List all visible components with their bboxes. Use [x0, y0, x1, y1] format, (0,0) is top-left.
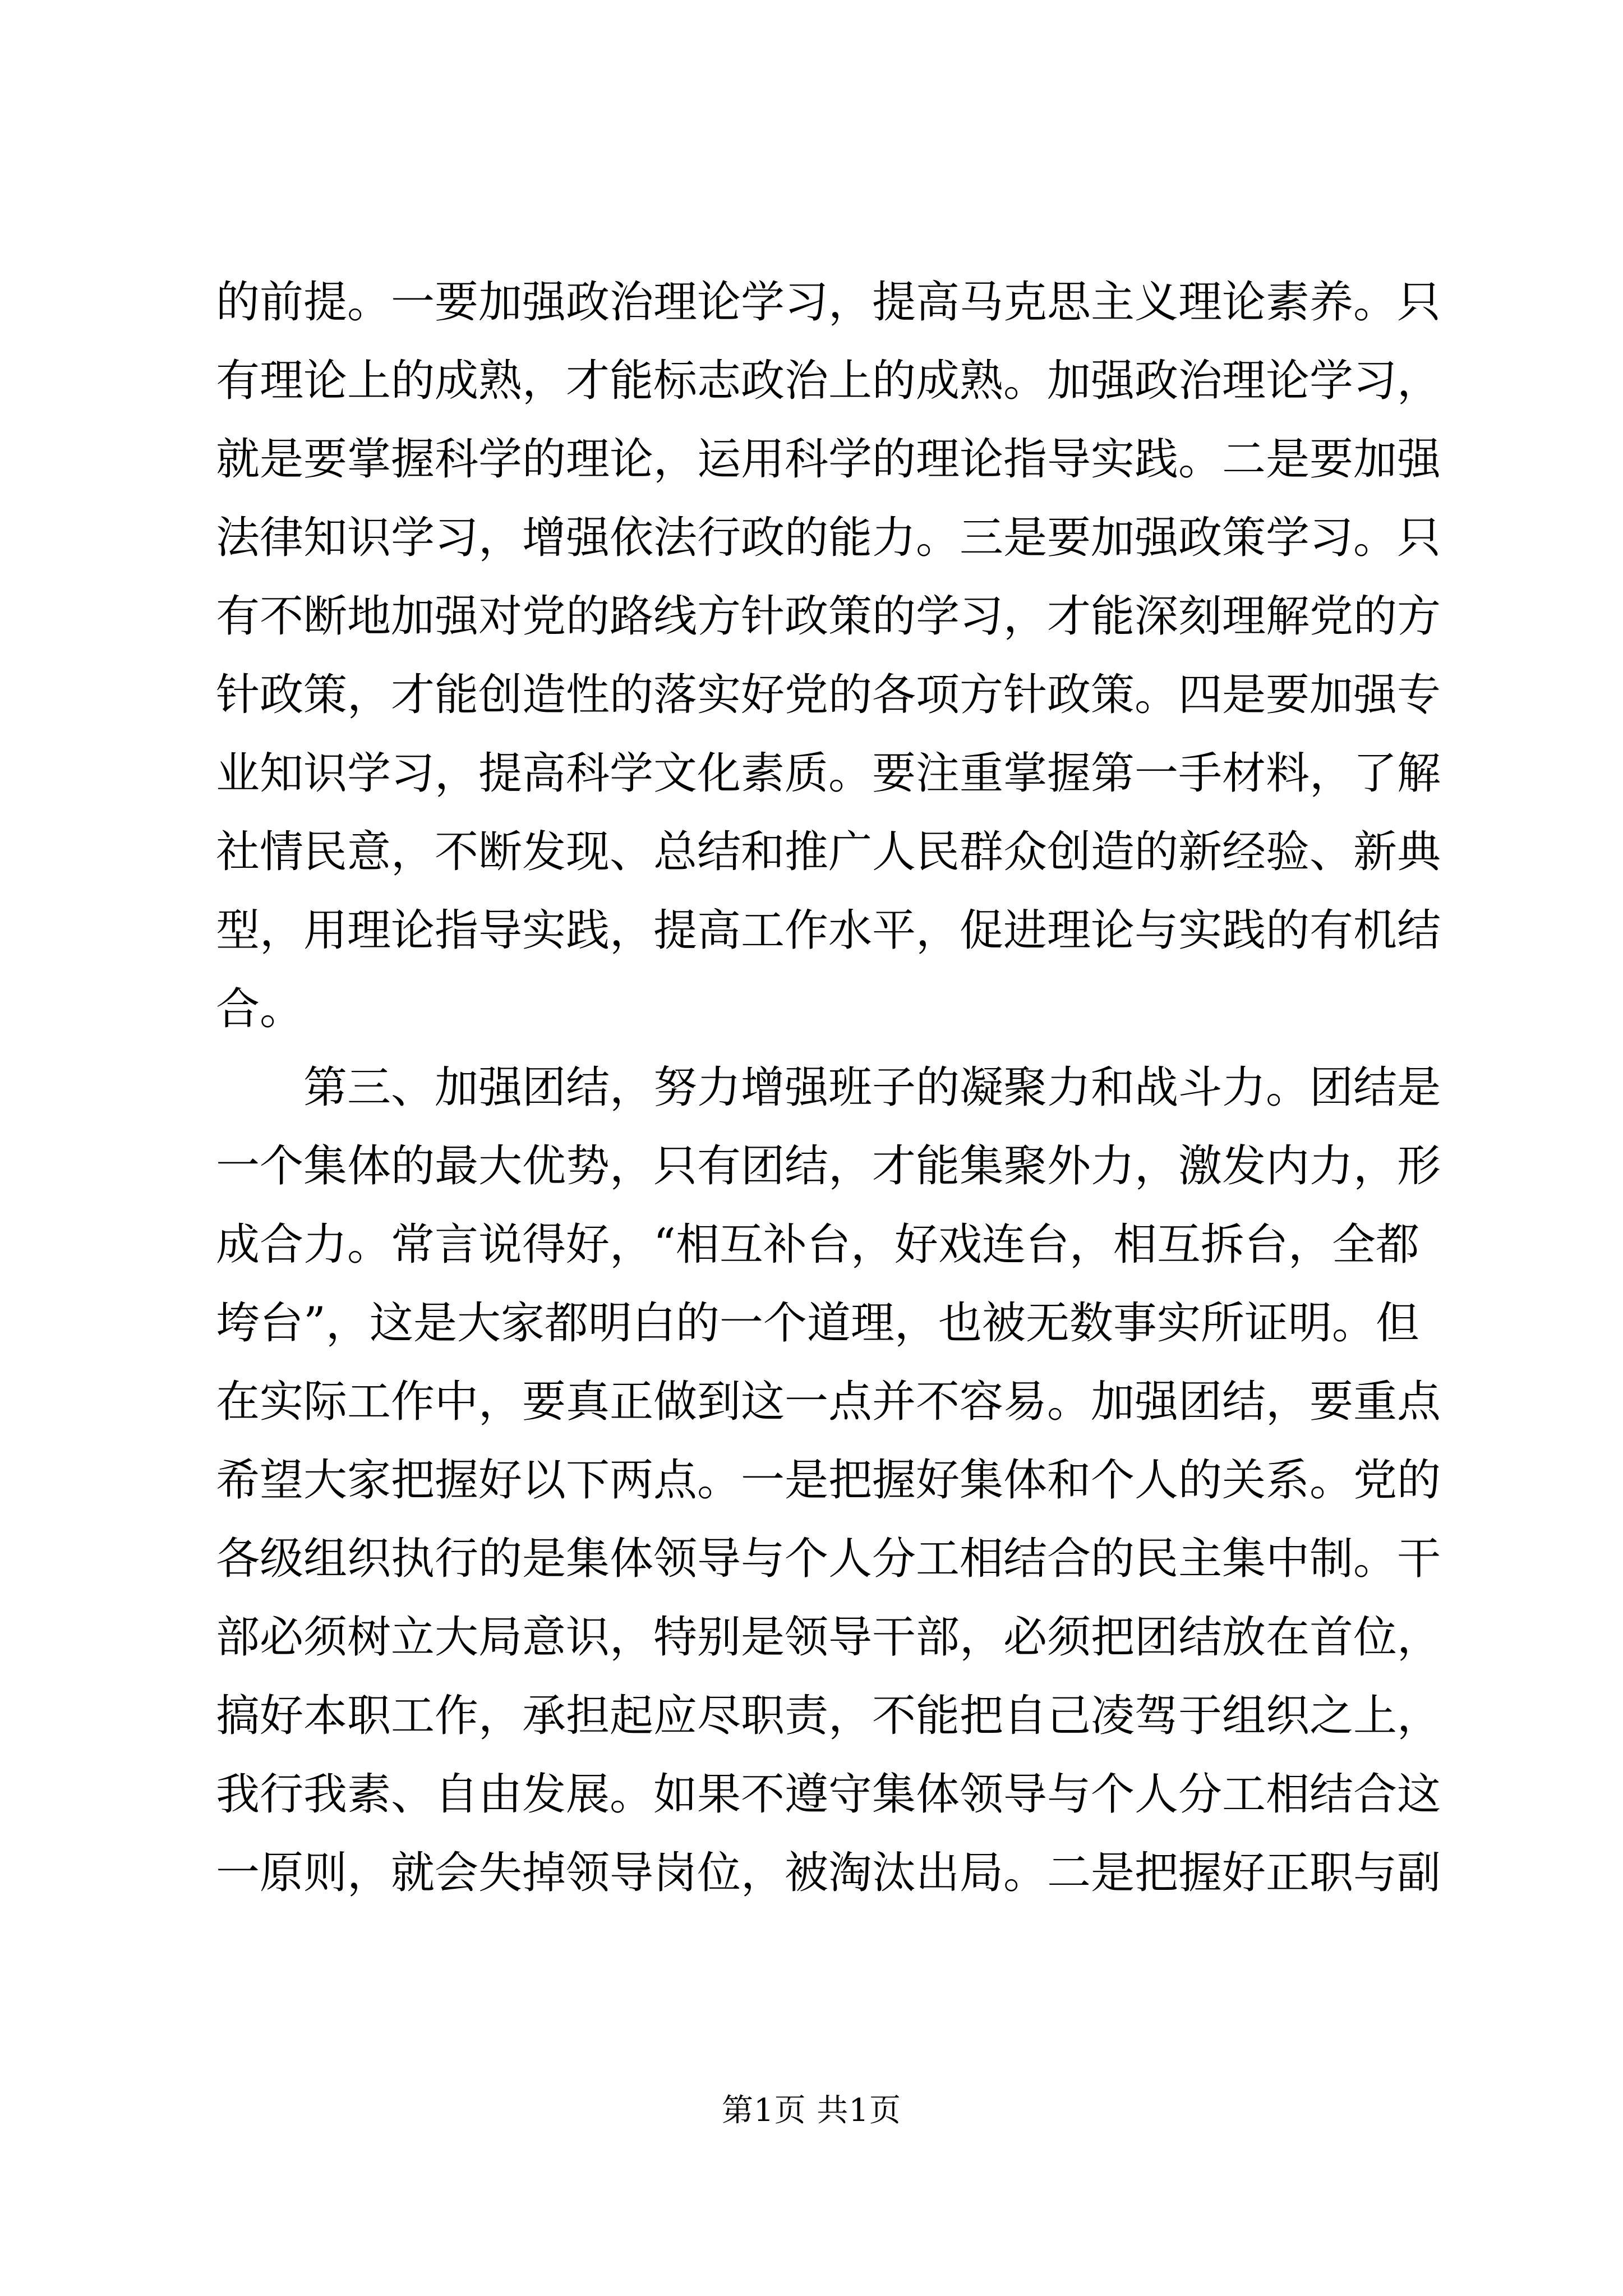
page-footer: 第1页 共1页: [721, 2092, 902, 2129]
text-line: 一个集体的最大优势，只有团结，才能集聚外力，激发内力，形: [216, 1141, 1441, 1191]
text-line: 部必须树立大局意识，特别是领导干部，必须把团结放在首位，: [216, 1612, 1441, 1663]
text-line: 一原则，就会失掉领导岗位，被淘汰出局。二是把握好正职与副: [216, 1848, 1441, 1898]
text-line: 成合力。常言说得好，“相互补台，好戏连台，相互拆台，全都: [216, 1220, 1419, 1270]
text-line: 搞好本职工作，承担起应尽职责，不能把自己凌驾于组织之上，: [216, 1691, 1441, 1741]
text-line: 法律知识学习，增强依法行政的能力。三是要加强政策学习。只: [216, 513, 1441, 563]
text-line: 各级组织执行的是集体领导与个人分工相结合的民主集中制。干: [216, 1534, 1441, 1584]
text-line: 我行我素、自由发展。如果不遵守集体领导与个人分工相结合这: [216, 1769, 1441, 1820]
text-line: 型，用理论指导实践，提高工作水平，促进理论与实践的有机结: [216, 905, 1441, 956]
text-line: 有不断地加强对党的路线方针政策的学习，才能深刻理解党的方: [216, 591, 1441, 642]
text-line: 合。: [216, 984, 304, 1034]
text-line: 业知识学习，提高科学文化素质。要注重掌握第一手材料，了解: [216, 748, 1441, 799]
text-line: 在实际工作中，要真正做到这一点并不容易。加强团结，要重点: [216, 1377, 1441, 1427]
text-line: 有理论上的成熟，才能标志政治上的成熟。加强政治理论学习，: [216, 356, 1441, 406]
text-line: 针政策，才能创造性的落实好党的各项方针政策。四是要加强专: [216, 670, 1441, 720]
text-line: 社情民意，不断发现、总结和推广人民群众创造的新经验、新典: [216, 827, 1441, 877]
paragraph-first-line: 第三、加强团结，努力增强班子的凝聚力和战斗力。团结是: [303, 1062, 1441, 1113]
text-line: 希望大家把握好以下两点。一是把握好集体和个人的关系。党的: [216, 1455, 1441, 1506]
text-line: 垮台”，这是大家都明白的一个道理，也被无数事实所证明。但: [216, 1298, 1419, 1349]
text-line: 的前提。一要加强政治理论学习，提高马克思主义理论素养。只: [216, 277, 1441, 328]
text-line: 就是要掌握科学的理论，运用科学的理论指导实践。二是要加强: [216, 434, 1441, 485]
